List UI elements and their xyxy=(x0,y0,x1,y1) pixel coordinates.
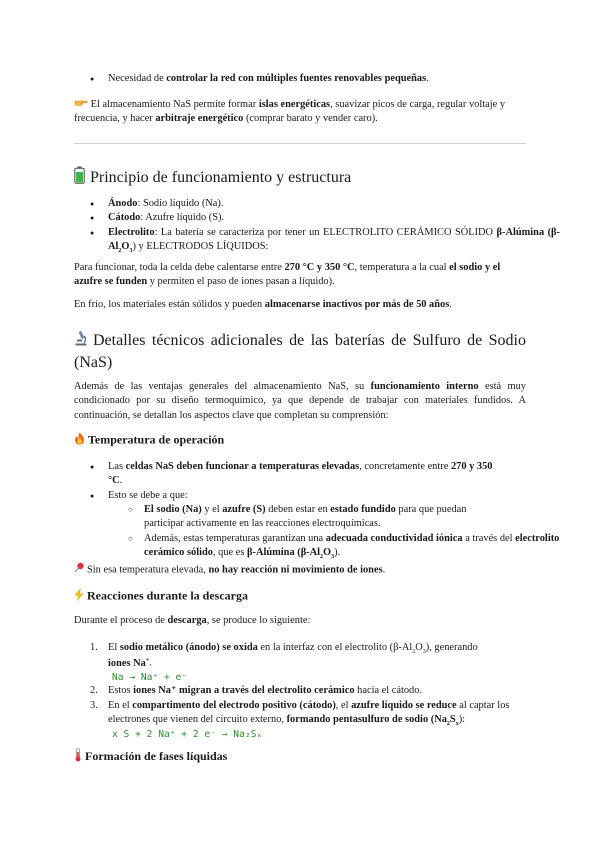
list-item: ● Cátodo: Azufre líquido (S). xyxy=(108,211,560,225)
list-item: ○ Además, estas temperaturas garantizan una adecuada conductividad iónica a través del electrolito cerámico sólido, que es β-Alúmina $(\beta-Al_2O_3)$. xyxy=(144,532,560,562)
discharge-intro: Durante el proceso de descarga, se produce lo siguiente: xyxy=(74,615,311,626)
battery-icon xyxy=(74,166,85,191)
subheading-phases: Formación de fases líquidas xyxy=(74,748,526,767)
discharge-steps xyxy=(74,641,560,742)
lightning-icon xyxy=(74,588,84,606)
divider xyxy=(74,143,526,144)
temperature-list xyxy=(74,460,560,562)
list-item: ● Ánodo: Sodio líquido (Na). xyxy=(108,197,560,211)
subheading-temperature: Temperatura de operación xyxy=(74,432,526,450)
section-heading-details: Detalles técnicos adicionales de las baterías de Sulfuro de Sodio (NaS) xyxy=(74,330,526,374)
equation-oxidation: Na → Na⁺ + e⁻ xyxy=(112,672,188,684)
list-item: ● Las celdas NaS deben funcionar a temperaturas elevadas, concretamente entre 270 y 350 °C. xyxy=(108,460,503,489)
note-paragraph: El almacenamiento NaS permite formar islas energéticas, suavizar picos de carga, regular voltaje y frecuencia, y hacer arbitraje energético (comprar barato y vender caro). xyxy=(74,97,526,127)
equation-reduction: x S + 2 Na⁺ + 2 e⁻ → Na₂Sₓ xyxy=(112,729,263,741)
list-item: ● Esto se debe a que: ○ El sodio (Na) y el azufre (S) deben estar en estado fundido para que puedan participar activamente en las reacciones electroquímicas. ○ Además, estas temperaturas garantizan una adecuada conductividad iónica a través del electrolito cerámico sólido, que es β-Alúmina $(\beta-Al_2O_3)$. xyxy=(108,489,560,562)
thermometer-icon xyxy=(74,748,82,767)
subheading-discharge: Reacciones durante la descarga xyxy=(74,588,526,606)
component-list xyxy=(74,197,560,255)
heating-paragraph: Para funcionar, toda la celda debe calentarse entre 270 °C y 350 °C, temperatura a la cual el sodio y el azufre se funden y permiten el paso de iones pasan a líquido). xyxy=(74,262,501,288)
list-item: ○ El sodio (Na) y el azufre (S) deben estar en estado fundido para que puedan participar activamente en las reacciones electroquímicas. xyxy=(144,503,484,532)
list-item: ● Necesidad de controlar la red con múltiples fuentes renovables pequeñas. xyxy=(108,72,560,86)
pointing-hand-icon xyxy=(74,97,88,112)
list-item: 2. Estos iones Na⁺ migran a través del electrolito cerámico hacia el cátodo. xyxy=(90,685,423,697)
details-intro-paragraph: Además de las ventajas generales del almacenamiento NaS, su funcionamiento interno está muy condicionado por su diseño termoquímico, ya que depende de trabajar con materiales fundidos. A continuación, se detallan los aspectos clave que completan su comprensión: xyxy=(74,381,526,421)
cold-storage-paragraph: En frío, los materiales están sólidos y pueden almacenarse inactivos por más de 50 años. xyxy=(74,299,452,310)
list-item: ● Electrolito: La batería se caracteriza por tener un ELECTROLITO CERÁMICO SÓLIDO β-Alúmina $(\beta-Al_2O_3)$ y ELECTRODOS LÍQUIDOS: xyxy=(108,226,560,256)
list-item: 3. En el compartimento del electrodo positivo (cátodo), el azufre líquido se reduce al captar los electrones que vienen del circuito externo, formando pentasulfuro de sodio $(Na_2S_x)$: x S + 2 Na⁺ + 2 e⁻ → Na₂Sₓ xyxy=(108,699,523,742)
temperature-note: Sin esa temperatura elevada, no hay reacción ni movimiento de iones. xyxy=(74,562,526,578)
section-heading-principle: Principio de funcionamiento y estructura xyxy=(74,166,526,191)
list-item: 1. El sodio metálico (ánodo) se oxida en la interfaz con el electrolito $(\beta-Al_2O_3)$, generando iones Na+. Na → Na⁺ + e⁻ xyxy=(108,641,498,684)
sub-list xyxy=(108,503,560,561)
top-bullet-list xyxy=(74,72,560,86)
fire-icon xyxy=(74,432,85,450)
pushpin-icon xyxy=(74,562,85,578)
microscope-icon xyxy=(74,330,88,353)
